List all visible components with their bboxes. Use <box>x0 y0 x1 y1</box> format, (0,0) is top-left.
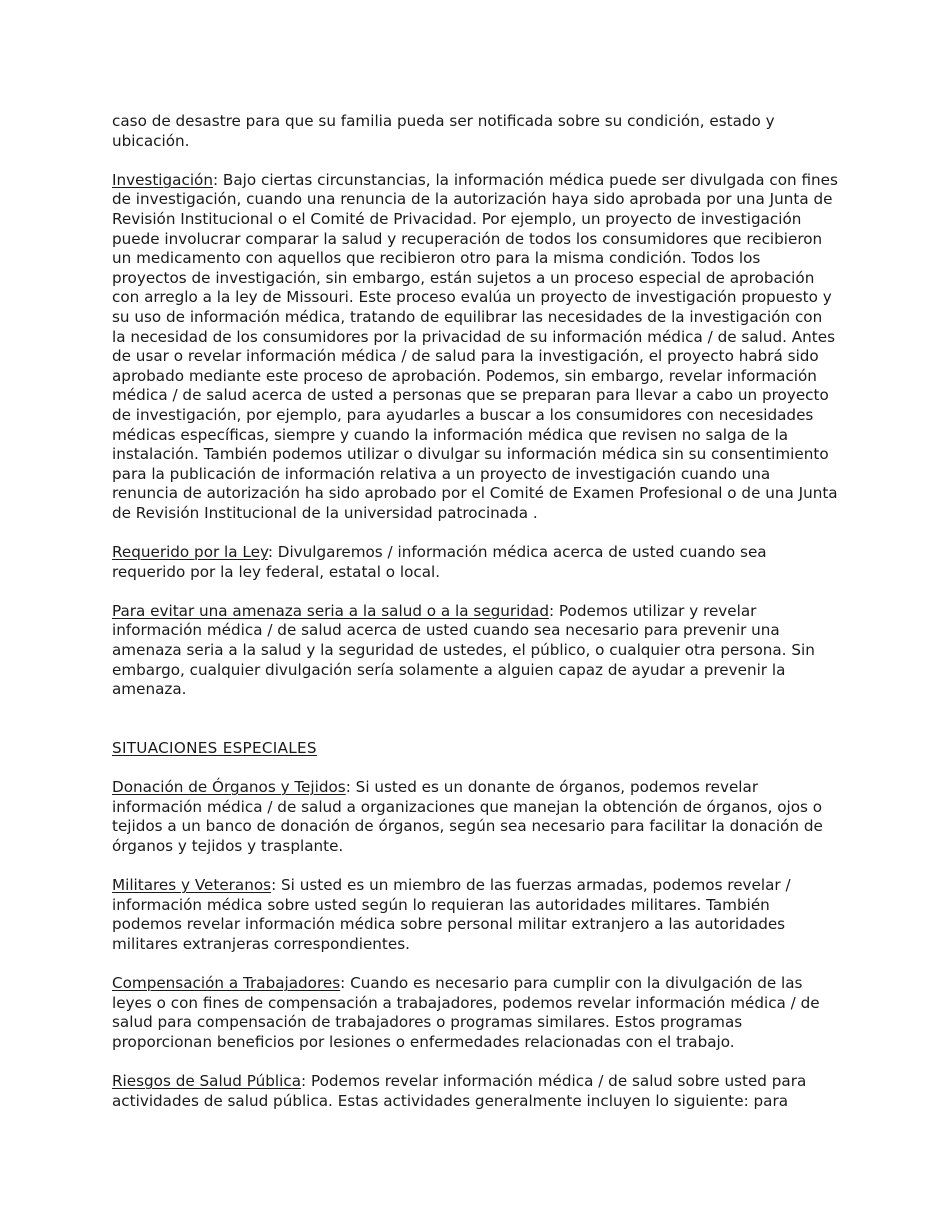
paragraph-text: : Podemos revelar información médica / de salud sobre usted para actividades de salud pública. Estas actividades generalmente incluyen lo siguiente: para <box>112 1071 807 1110</box>
paragraph-text: : Si usted es un donante de órganos, podemos revelar información médica / de salud a organizaciones que manejan la obtención de órganos, ojos o tejidos a un banco de donación de órganos, según sea necesario para facilitar la donación de órganos y tejidos y trasplante. <box>112 778 823 855</box>
paragraph-text: caso de desastre para que su familia pueda ser notificada sobre su condición, estado y ubicación. <box>112 112 775 150</box>
paragraph-text: : Divulgaremos / información médica acerca de usted cuando sea requerido por la ley federal, estatal o local. <box>112 543 767 581</box>
paragraph-investigacion <box>112 171 838 524</box>
paragraph-disaster-continuation <box>112 112 838 151</box>
paragraph-heading: Militares y Veteranos <box>112 875 272 894</box>
paragraph-text: : Si usted es un miembro de las fuerzas armadas, podemos revelar / información médica sobre usted según lo requieran las autoridades militares. También podemos revelar información médica sobre personal militar extranjero a las autoridades militares extranjeras correspondientes. <box>112 875 791 953</box>
section-title: SITUACIONES ESPECIALES <box>112 738 317 757</box>
paragraph-heading: Investigación <box>112 170 213 189</box>
paragraph-donacion-organos <box>112 778 838 856</box>
paragraph-heading: Compensación a Trabajadores <box>112 973 341 992</box>
paragraph-requerido-por-la-ley <box>112 543 838 582</box>
paragraph-riesgos-salud-publica <box>112 1072 838 1111</box>
paragraph-text: : Podemos utilizar y revelar información médica / de salud acerca de usted cuando sea necesario para prevenir una amenaza seria a la salud y la seguridad de ustedes, el público, o cualquier otra persona. Sin embargo, cualquier divulgación sería solamente a alguien capaz de ayudar a prevenir la amenaza. <box>112 601 815 699</box>
paragraph-heading: Donación de Órganos y Tejidos <box>112 778 346 796</box>
paragraph-heading: Requerido por la Ley <box>112 543 268 562</box>
paragraph-militares-veteranos <box>112 876 838 954</box>
paragraph-text: : Cuando es necesario para cumplir con la divulgación de las leyes o con fines de compensación a trabajadores, podemos revelar información médica / de salud para compensación de trabajadores o programas similares. Estos programas proporcionan beneficios por lesiones o enfermedades relacionadas con el trabajo. <box>112 973 820 1051</box>
paragraph-heading: Riesgos de Salud Pública <box>112 1071 302 1090</box>
paragraph-text: : Bajo ciertas circunstancias, la información médica puede ser divulgada con fines de investigación, cuando una renuncia de la autorización haya sido aprobada por una Junta de Revisión Institucional o el Comité de Privacidad. Por ejemplo, un proyecto de investigación puede involucrar comparar la salud y recuperación de todos los consumidores que recibieron un medicamento con aquellos que recibieron otro para la misma condición. Todos los proyectos de investigación, sin embargo, están sujetos a un proceso especial de aprobación con arreglo a la ley de Missouri. Este proceso evalúa un proyecto de investigación propuesto y su uso de información médica, tratando de equilibrar las necesidades de la investigación con la necesidad de los consumidores por la privacidad de su información médica / de salud. Antes de usar o revelar información médica / de salud para la investigación, el proyecto habrá sido aprobado mediante este proceso de aprobación. Podemos, sin embargo, revelar información médica / de salud acerca de usted a personas que se preparan para llevar a cabo un proyecto de investigación, por ejemplo, para ayudarles a buscar a los consumidores con necesidades médicas específicas, siempre y cuando la información médica que revisen no salga de la instalación. También podemos utilizar o divulgar su información médica sin su consentimiento para la publicación de información relativa a un proyecto de investigación cuando una renuncia de autorización ha sido aprobado por el Comité de Examen Profesional o de una Junta de Revisión Institucional de la universidad patrocinada . <box>112 170 838 522</box>
document-body <box>112 112 838 1131</box>
paragraph-amenaza-seria <box>112 602 838 700</box>
paragraph-compensacion-trabajadores <box>112 974 838 1052</box>
paragraph-heading: Para evitar una amenaza seria a la salud o a la seguridad <box>112 601 549 620</box>
